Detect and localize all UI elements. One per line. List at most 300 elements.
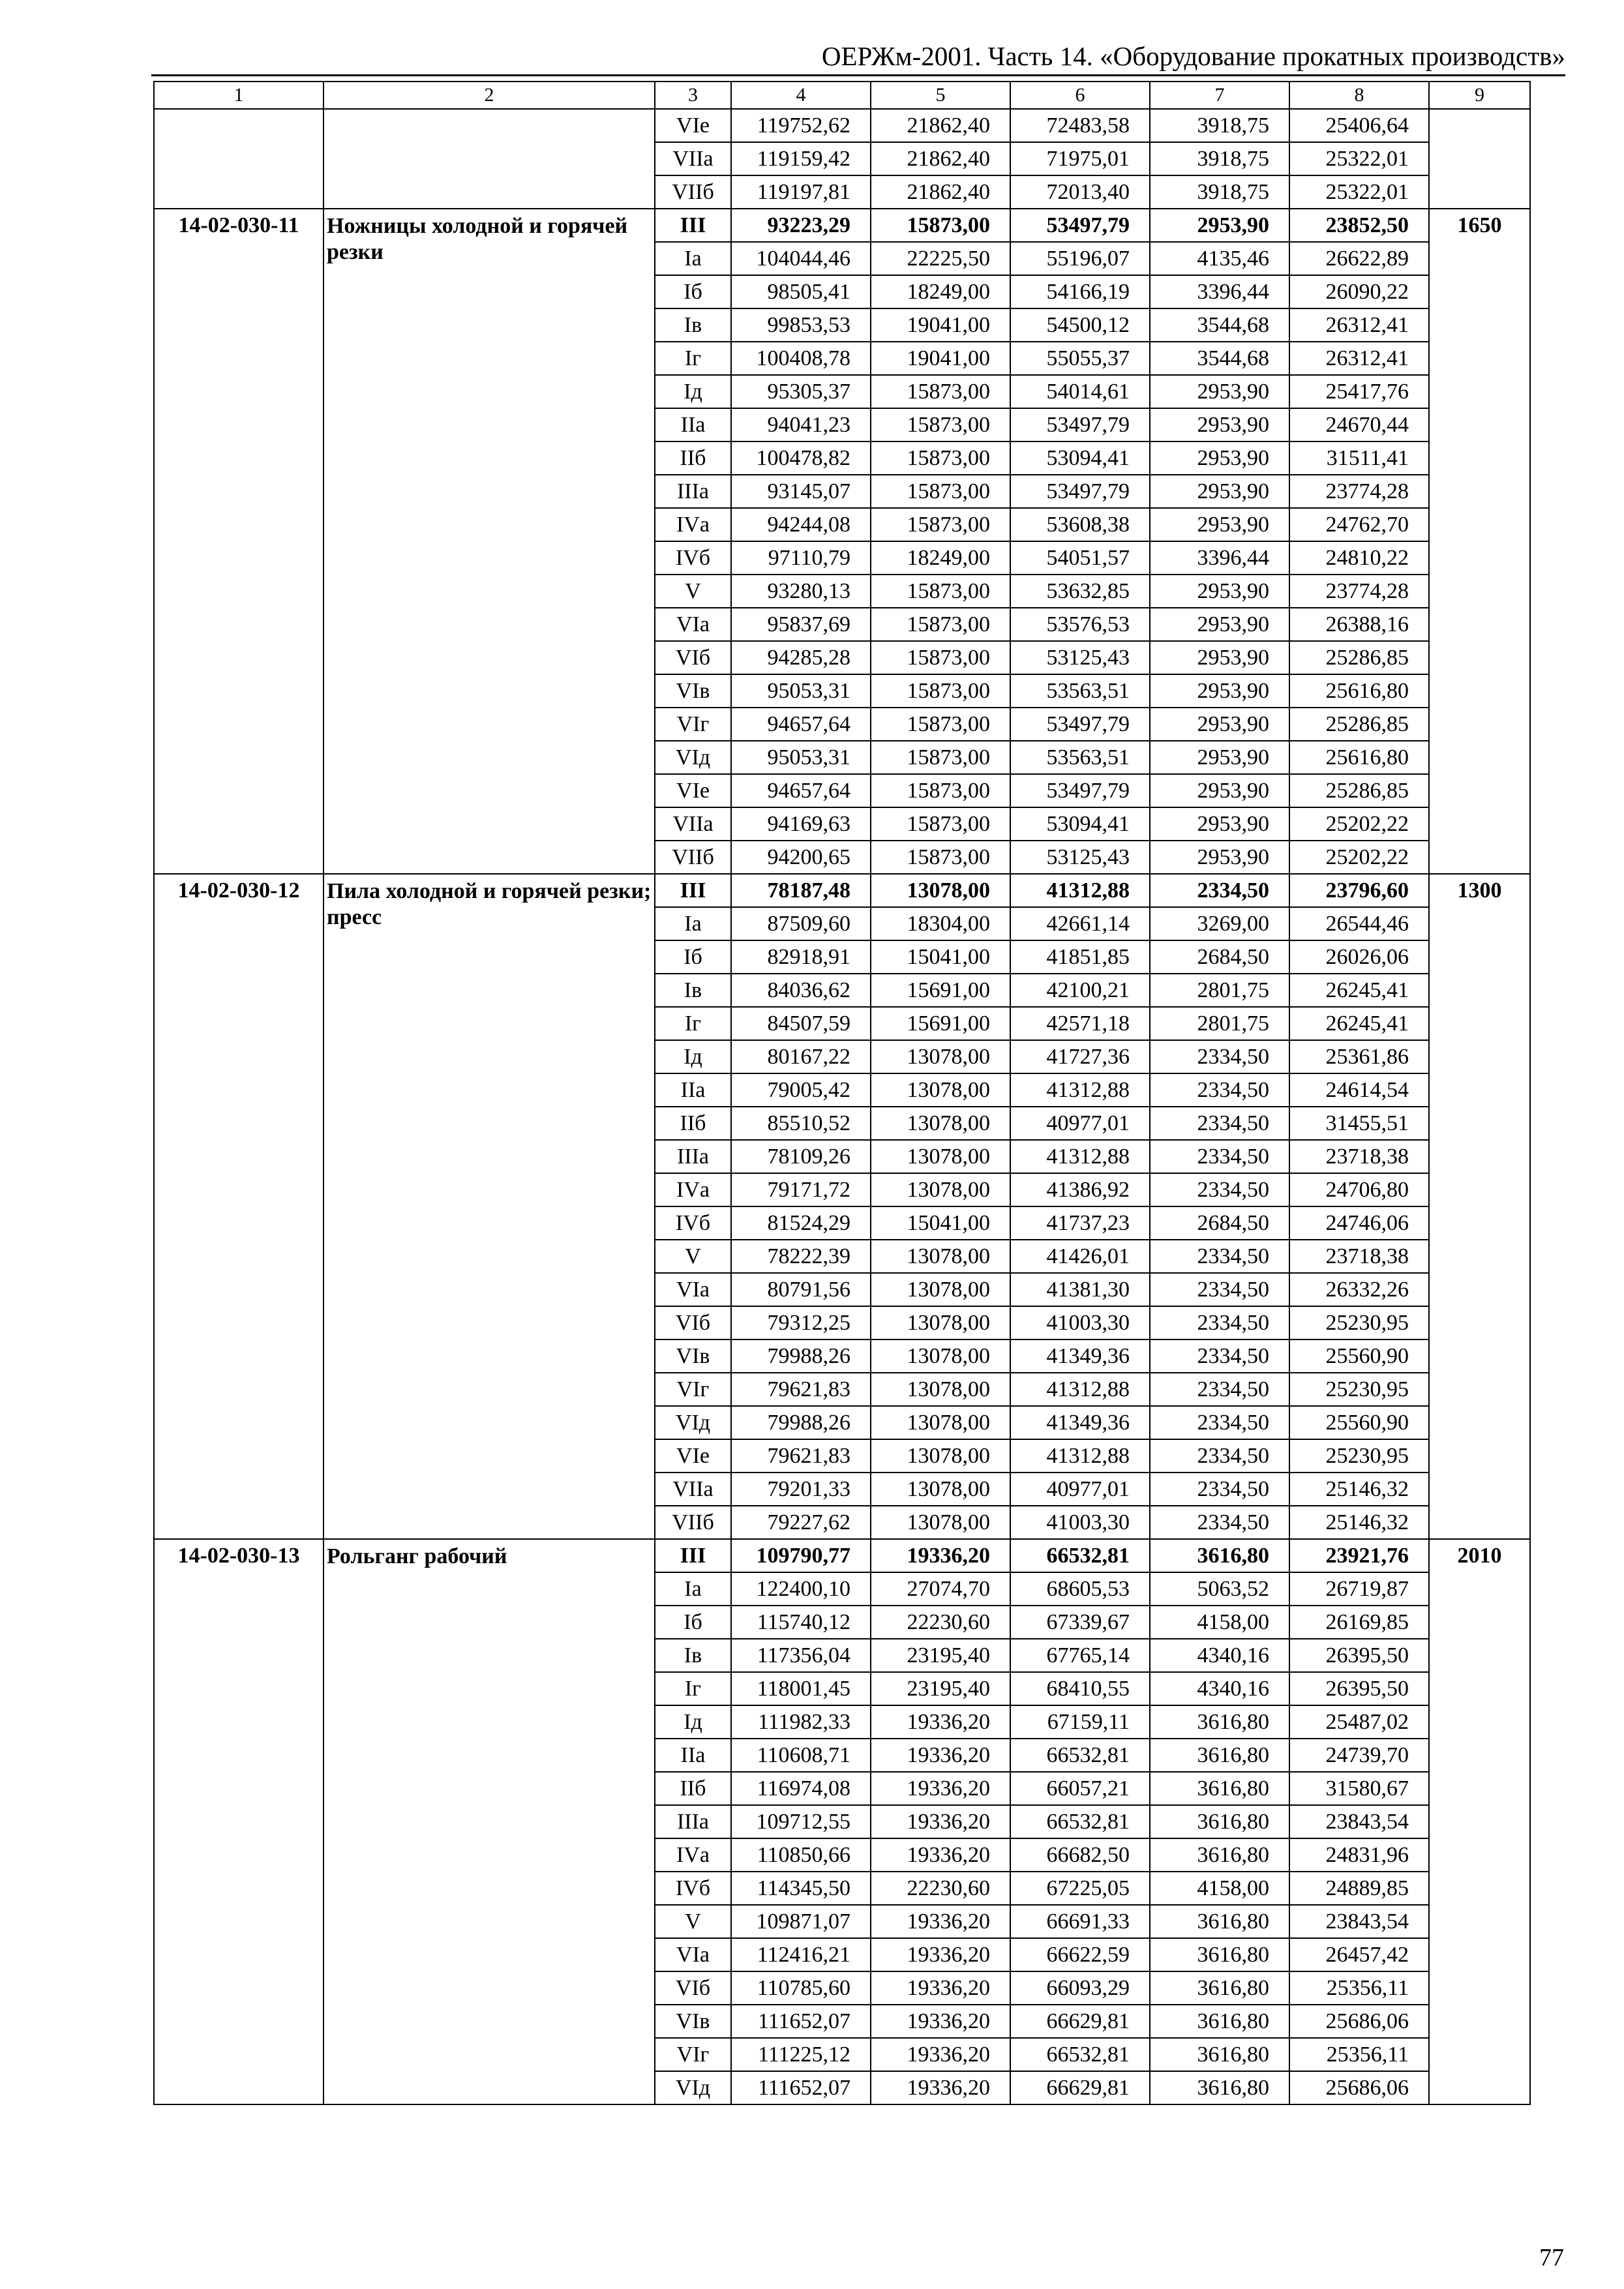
value-cell: 94285,28 (731, 641, 871, 674)
value-cell: 24810,22 (1289, 541, 1429, 575)
value-cell: 23774,28 (1289, 575, 1429, 608)
value-cell: 15873,00 (871, 841, 1010, 874)
zone-cell: VIIа (655, 142, 731, 175)
value-cell: 87509,60 (731, 907, 871, 940)
value-cell: 67159,11 (1010, 1705, 1150, 1739)
value-cell: 26544,46 (1289, 907, 1429, 940)
value-cell: 53094,41 (1010, 807, 1150, 841)
value-cell: 15873,00 (871, 807, 1010, 841)
value-cell: 41426,01 (1010, 1240, 1150, 1273)
value-cell: 54014,61 (1010, 375, 1150, 408)
zone-cell: VIг (655, 2038, 731, 2071)
value-cell: 25230,95 (1289, 1439, 1429, 1473)
value-cell: 13078,00 (871, 1406, 1010, 1439)
value-cell: 79621,83 (731, 1373, 871, 1406)
value-cell: 41727,36 (1010, 1040, 1150, 1073)
value-cell: 23195,40 (871, 1672, 1010, 1705)
value-cell: 24706,80 (1289, 1173, 1429, 1206)
value-cell: 21862,40 (871, 109, 1010, 142)
value-cell: 24746,06 (1289, 1206, 1429, 1240)
value-cell: 15873,00 (871, 674, 1010, 708)
name-cell (323, 109, 655, 209)
value-cell: 42661,14 (1010, 907, 1150, 940)
zone-cell: III (655, 874, 731, 907)
value-cell: 13078,00 (871, 1107, 1010, 1140)
value-cell: 66532,81 (1010, 1739, 1150, 1772)
value-cell: 53632,85 (1010, 575, 1150, 608)
value-cell: 2953,90 (1150, 807, 1289, 841)
value-cell: 13078,00 (871, 1473, 1010, 1506)
code-cell: 14-02-030-13 (154, 1539, 323, 2104)
value-cell: 3396,44 (1150, 275, 1289, 308)
value-cell: 41312,88 (1010, 1140, 1150, 1173)
value-cell: 15873,00 (871, 408, 1010, 441)
zone-cell: Iв (655, 974, 731, 1007)
value-cell: 2953,90 (1150, 575, 1289, 608)
column-number: 7 (1150, 82, 1289, 109)
value-cell: 115740,12 (731, 1606, 871, 1639)
zone-cell: IIа (655, 408, 731, 441)
value-cell: 111982,33 (731, 1705, 871, 1739)
value-cell: 53497,79 (1010, 774, 1150, 807)
value-cell: 26245,41 (1289, 1007, 1429, 1040)
value-cell: 41312,88 (1010, 874, 1150, 907)
value-cell: 66622,59 (1010, 1938, 1150, 1971)
value-cell: 19336,20 (871, 1705, 1010, 1739)
zone-cell: Iб (655, 940, 731, 974)
value-cell: 19336,20 (871, 1838, 1010, 1872)
value-cell: 25322,01 (1289, 175, 1429, 209)
value-cell: 13078,00 (871, 1373, 1010, 1406)
value-cell: 100408,78 (731, 342, 871, 375)
code-cell: 14-02-030-12 (154, 874, 323, 1539)
value-cell: 15041,00 (871, 940, 1010, 974)
column-number: 1 (154, 82, 323, 109)
value-cell: 53497,79 (1010, 708, 1150, 741)
value-cell: 42571,18 (1010, 1007, 1150, 1040)
code-cell (154, 109, 323, 209)
value-cell: 3616,80 (1150, 1838, 1289, 1872)
value-cell: 53563,51 (1010, 674, 1150, 708)
value-cell: 2334,50 (1150, 874, 1289, 907)
value-cell: 78109,26 (731, 1140, 871, 1173)
value-cell: 25560,90 (1289, 1339, 1429, 1373)
value-cell: 66629,81 (1010, 2005, 1150, 2038)
value-cell: 26169,85 (1289, 1606, 1429, 1639)
value-cell: 13078,00 (871, 1306, 1010, 1339)
value-cell: 104044,46 (731, 242, 871, 275)
value-cell: 41003,30 (1010, 1306, 1150, 1339)
value-cell: 3616,80 (1150, 1772, 1289, 1805)
zone-cell: VIIб (655, 841, 731, 874)
column-number: 4 (731, 82, 871, 109)
value-cell: 19336,20 (871, 1971, 1010, 2005)
value-cell: 55196,07 (1010, 242, 1150, 275)
value-cell: 3616,80 (1150, 2005, 1289, 2038)
value-cell: 111225,12 (731, 2038, 871, 2071)
value-cell: 13078,00 (871, 874, 1010, 907)
value-cell: 2334,50 (1150, 1040, 1289, 1073)
value-cell: 18249,00 (871, 275, 1010, 308)
value-cell: 109712,55 (731, 1805, 871, 1838)
value-cell: 25616,80 (1289, 674, 1429, 708)
value-cell: 2953,90 (1150, 375, 1289, 408)
value-cell: 2334,50 (1150, 1506, 1289, 1539)
value-cell: 40977,01 (1010, 1473, 1150, 1506)
zone-cell: VIд (655, 1406, 731, 1439)
value-cell: 2684,50 (1150, 1206, 1289, 1240)
value-cell: 4340,16 (1150, 1672, 1289, 1705)
value-cell: 2953,90 (1150, 674, 1289, 708)
value-cell: 19041,00 (871, 308, 1010, 342)
value-cell: 15873,00 (871, 575, 1010, 608)
zone-cell: IIа (655, 1739, 731, 1772)
column-number: 3 (655, 82, 731, 109)
value-cell: 122400,10 (731, 1572, 871, 1606)
value-cell: 24670,44 (1289, 408, 1429, 441)
value-cell: 95305,37 (731, 375, 871, 408)
document-header: ОЕРЖм-2001. Часть 14. «Оборудование прокатных производств» (821, 41, 1565, 71)
value-cell: 13078,00 (871, 1339, 1010, 1373)
value-cell: 53497,79 (1010, 408, 1150, 441)
value-cell: 13078,00 (871, 1040, 1010, 1073)
value-cell: 25230,95 (1289, 1306, 1429, 1339)
value-cell: 82918,91 (731, 940, 871, 974)
zone-cell: V (655, 575, 731, 608)
value-cell: 23774,28 (1289, 475, 1429, 508)
value-cell: 23843,54 (1289, 1905, 1429, 1938)
value-cell: 4135,46 (1150, 242, 1289, 275)
value-cell: 15041,00 (871, 1206, 1010, 1240)
value-cell: 13078,00 (871, 1073, 1010, 1107)
value-cell: 19336,20 (871, 1805, 1010, 1838)
zone-cell: Iг (655, 1672, 731, 1705)
value-cell: 3918,75 (1150, 175, 1289, 209)
value-cell: 23718,38 (1289, 1240, 1429, 1273)
value-cell: 23921,76 (1289, 1539, 1429, 1572)
value-cell: 3269,00 (1150, 907, 1289, 940)
table-row (154, 109, 1530, 142)
value-cell: 26245,41 (1289, 974, 1429, 1007)
value-cell: 53497,79 (1010, 475, 1150, 508)
zone-cell: IVб (655, 541, 731, 575)
value-cell: 4158,00 (1150, 1872, 1289, 1905)
value-cell: 119159,42 (731, 142, 871, 175)
value-cell: 15873,00 (871, 441, 1010, 475)
value-cell: 66093,29 (1010, 1971, 1150, 2005)
value-cell: 78222,39 (731, 1240, 871, 1273)
zone-cell: V (655, 1905, 731, 1938)
value-cell: 98505,41 (731, 275, 871, 308)
value-cell: 15873,00 (871, 774, 1010, 807)
value-cell: 2334,50 (1150, 1107, 1289, 1140)
value-cell: 25361,86 (1289, 1040, 1429, 1073)
value-cell: 84036,62 (731, 974, 871, 1007)
value-cell: 41312,88 (1010, 1073, 1150, 1107)
value-cell: 2334,50 (1150, 1140, 1289, 1173)
value-cell: 4340,16 (1150, 1639, 1289, 1672)
column-number: 5 (871, 82, 1010, 109)
value-cell: 80791,56 (731, 1273, 871, 1306)
zone-cell: IIIа (655, 1140, 731, 1173)
value-cell: 26312,41 (1289, 308, 1429, 342)
value-cell: 40977,01 (1010, 1107, 1150, 1140)
value-cell: 25146,32 (1289, 1506, 1429, 1539)
value-cell: 3616,80 (1150, 2038, 1289, 2071)
value-cell: 25406,64 (1289, 109, 1429, 142)
zone-cell: Iв (655, 1639, 731, 1672)
value-cell: 66057,21 (1010, 1772, 1150, 1805)
value-cell: 80167,22 (731, 1040, 871, 1073)
value-cell: 118001,45 (731, 1672, 871, 1705)
zone-cell: Iа (655, 907, 731, 940)
value-cell: 2953,90 (1150, 841, 1289, 874)
table-row (154, 874, 1530, 907)
value-cell: 67339,67 (1010, 1606, 1150, 1639)
value-cell: 2684,50 (1150, 940, 1289, 974)
value-cell: 55055,37 (1010, 342, 1150, 375)
value-cell: 78187,48 (731, 874, 871, 907)
value-cell: 110850,66 (731, 1838, 871, 1872)
zone-cell: VIв (655, 1339, 731, 1373)
value-cell: 19336,20 (871, 2005, 1010, 2038)
table-header (154, 82, 1530, 109)
value-cell: 15873,00 (871, 741, 1010, 774)
zone-cell: IIб (655, 441, 731, 475)
value-cell: 42100,21 (1010, 974, 1150, 1007)
zone-cell: Iд (655, 375, 731, 408)
value-cell: 100478,82 (731, 441, 871, 475)
value-cell: 19041,00 (871, 342, 1010, 375)
value-cell: 3396,44 (1150, 541, 1289, 575)
value-cell: 2334,50 (1150, 1406, 1289, 1439)
value-cell: 31511,41 (1289, 441, 1429, 475)
value-cell: 15873,00 (871, 209, 1010, 242)
value-cell: 99853,53 (731, 308, 871, 342)
value-cell: 41851,85 (1010, 940, 1150, 974)
value-cell: 23718,38 (1289, 1140, 1429, 1173)
value-cell: 15873,00 (871, 475, 1010, 508)
zone-cell: IVа (655, 1173, 731, 1206)
rate-cell: 1650 (1429, 209, 1530, 874)
value-cell: 66691,33 (1010, 1905, 1150, 1938)
value-cell: 94200,65 (731, 841, 871, 874)
value-cell: 119197,81 (731, 175, 871, 209)
zone-cell: III (655, 1539, 731, 1572)
value-cell: 15873,00 (871, 375, 1010, 408)
value-cell: 23852,50 (1289, 209, 1429, 242)
value-cell: 25286,85 (1289, 708, 1429, 741)
code-cell: 14-02-030-11 (154, 209, 323, 874)
value-cell: 25356,11 (1289, 2038, 1429, 2071)
value-cell: 2334,50 (1150, 1306, 1289, 1339)
value-cell: 66532,81 (1010, 2038, 1150, 2071)
column-number: 6 (1010, 82, 1150, 109)
value-cell: 19336,20 (871, 2038, 1010, 2071)
value-cell: 79227,62 (731, 1506, 871, 1539)
value-cell: 54166,19 (1010, 275, 1150, 308)
value-cell: 2334,50 (1150, 1240, 1289, 1273)
value-cell: 26388,16 (1289, 608, 1429, 641)
value-cell: 25286,85 (1289, 774, 1429, 807)
value-cell: 67225,05 (1010, 1872, 1150, 1905)
value-cell: 13078,00 (871, 1273, 1010, 1306)
value-cell: 54500,12 (1010, 308, 1150, 342)
value-cell: 97110,79 (731, 541, 871, 575)
value-cell: 72483,58 (1010, 109, 1150, 142)
zone-cell: IIIа (655, 1805, 731, 1838)
value-cell: 41003,30 (1010, 1506, 1150, 1539)
value-cell: 95053,31 (731, 741, 871, 774)
value-cell: 25417,76 (1289, 375, 1429, 408)
value-cell: 53563,51 (1010, 741, 1150, 774)
zone-cell: IIа (655, 1073, 731, 1107)
value-cell: 3616,80 (1150, 1539, 1289, 1572)
value-cell: 79201,33 (731, 1473, 871, 1506)
zone-cell: VIIб (655, 1506, 731, 1539)
rate-cell: 1300 (1429, 874, 1530, 1539)
value-cell: 111652,07 (731, 2071, 871, 2104)
value-cell: 26395,50 (1289, 1672, 1429, 1705)
value-cell: 25202,22 (1289, 841, 1429, 874)
value-cell: 41349,36 (1010, 1406, 1150, 1439)
value-cell: 84507,59 (731, 1007, 871, 1040)
value-cell: 94244,08 (731, 508, 871, 541)
value-cell: 22230,60 (871, 1606, 1010, 1639)
rate-cell (1429, 109, 1530, 209)
value-cell: 2334,50 (1150, 1473, 1289, 1506)
value-cell: 112416,21 (731, 1938, 871, 1971)
value-cell: 21862,40 (871, 142, 1010, 175)
value-cell: 15691,00 (871, 1007, 1010, 1040)
value-cell: 26026,06 (1289, 940, 1429, 974)
value-cell: 25686,06 (1289, 2071, 1429, 2104)
value-cell: 53094,41 (1010, 441, 1150, 475)
zone-cell: VIа (655, 1938, 731, 1971)
value-cell: 79171,72 (731, 1173, 871, 1206)
value-cell: 2953,90 (1150, 641, 1289, 674)
value-cell: 41386,92 (1010, 1173, 1150, 1206)
value-cell: 66532,81 (1010, 1805, 1150, 1838)
value-cell: 119752,62 (731, 109, 871, 142)
value-cell: 79988,26 (731, 1406, 871, 1439)
value-cell: 3616,80 (1150, 1739, 1289, 1772)
name-cell: Ножницы холодной и горячей резки (323, 209, 655, 874)
value-cell: 26312,41 (1289, 342, 1429, 375)
value-cell: 114345,50 (731, 1872, 871, 1905)
value-cell: 26090,22 (1289, 275, 1429, 308)
zone-cell: V (655, 1240, 731, 1273)
value-cell: 26332,26 (1289, 1273, 1429, 1306)
value-cell: 2334,50 (1150, 1439, 1289, 1473)
value-cell: 15873,00 (871, 708, 1010, 741)
value-cell: 79988,26 (731, 1339, 871, 1373)
value-cell: 3918,75 (1150, 109, 1289, 142)
value-cell: 110785,60 (731, 1971, 871, 2005)
zone-cell: VIв (655, 2005, 731, 2038)
table-row (154, 209, 1530, 242)
value-cell: 2953,90 (1150, 708, 1289, 741)
value-cell: 2953,90 (1150, 608, 1289, 641)
zone-cell: VIа (655, 1273, 731, 1306)
value-cell: 25487,02 (1289, 1705, 1429, 1739)
value-cell: 2953,90 (1150, 441, 1289, 475)
value-cell: 24762,70 (1289, 508, 1429, 541)
value-cell: 3616,80 (1150, 1971, 1289, 2005)
zone-cell: Iг (655, 1007, 731, 1040)
value-cell: 26622,89 (1289, 242, 1429, 275)
value-cell: 2953,90 (1150, 508, 1289, 541)
value-cell: 110608,71 (731, 1739, 871, 1772)
value-cell: 79005,42 (731, 1073, 871, 1107)
value-cell: 93280,13 (731, 575, 871, 608)
zone-cell: VIIа (655, 807, 731, 841)
column-number: 8 (1289, 82, 1429, 109)
value-cell: 25146,32 (1289, 1473, 1429, 1506)
zone-cell: IIIа (655, 475, 731, 508)
value-cell: 15691,00 (871, 974, 1010, 1007)
value-cell: 117356,04 (731, 1639, 871, 1672)
value-cell: 3616,80 (1150, 1905, 1289, 1938)
value-cell: 26395,50 (1289, 1639, 1429, 1672)
value-cell: 85510,52 (731, 1107, 871, 1140)
value-cell: 15873,00 (871, 641, 1010, 674)
value-cell: 41381,30 (1010, 1273, 1150, 1306)
value-cell: 25616,80 (1289, 741, 1429, 774)
value-cell: 24614,54 (1289, 1073, 1429, 1107)
zone-cell: IIб (655, 1772, 731, 1805)
value-cell: 2334,50 (1150, 1273, 1289, 1306)
value-cell: 2953,90 (1150, 209, 1289, 242)
value-cell: 21862,40 (871, 175, 1010, 209)
value-cell: 2801,75 (1150, 974, 1289, 1007)
value-cell: 95837,69 (731, 608, 871, 641)
value-cell: 94169,63 (731, 807, 871, 841)
value-cell: 2334,50 (1150, 1339, 1289, 1373)
value-cell: 15873,00 (871, 608, 1010, 641)
zone-cell: Iб (655, 1606, 731, 1639)
zone-cell: VIб (655, 1971, 731, 2005)
value-cell: 19336,20 (871, 1905, 1010, 1938)
value-cell: 2953,90 (1150, 741, 1289, 774)
zone-cell: VIе (655, 774, 731, 807)
zone-cell: VIг (655, 708, 731, 741)
value-cell: 23195,40 (871, 1639, 1010, 1672)
value-cell: 5063,52 (1150, 1572, 1289, 1606)
value-cell: 81524,29 (731, 1206, 871, 1240)
zone-cell: VIе (655, 1439, 731, 1473)
value-cell: 53608,38 (1010, 508, 1150, 541)
value-cell: 2953,90 (1150, 408, 1289, 441)
value-cell: 31455,51 (1289, 1107, 1429, 1140)
zone-cell: IVа (655, 1838, 731, 1872)
value-cell: 109790,77 (731, 1539, 871, 1572)
zone-cell: VIд (655, 741, 731, 774)
value-cell: 79312,25 (731, 1306, 871, 1339)
value-cell: 19336,20 (871, 1938, 1010, 1971)
zone-cell: Iа (655, 1572, 731, 1606)
value-cell: 25322,01 (1289, 142, 1429, 175)
value-cell: 93145,07 (731, 475, 871, 508)
zone-cell: IVб (655, 1872, 731, 1905)
name-cell: Рольганг рабочий (323, 1539, 655, 2104)
value-cell: 23796,60 (1289, 874, 1429, 907)
value-cell: 41312,88 (1010, 1439, 1150, 1473)
value-cell: 24739,70 (1289, 1739, 1429, 1772)
zone-cell: Iд (655, 1705, 731, 1739)
zone-cell: IVб (655, 1206, 731, 1240)
zone-cell: VIв (655, 674, 731, 708)
